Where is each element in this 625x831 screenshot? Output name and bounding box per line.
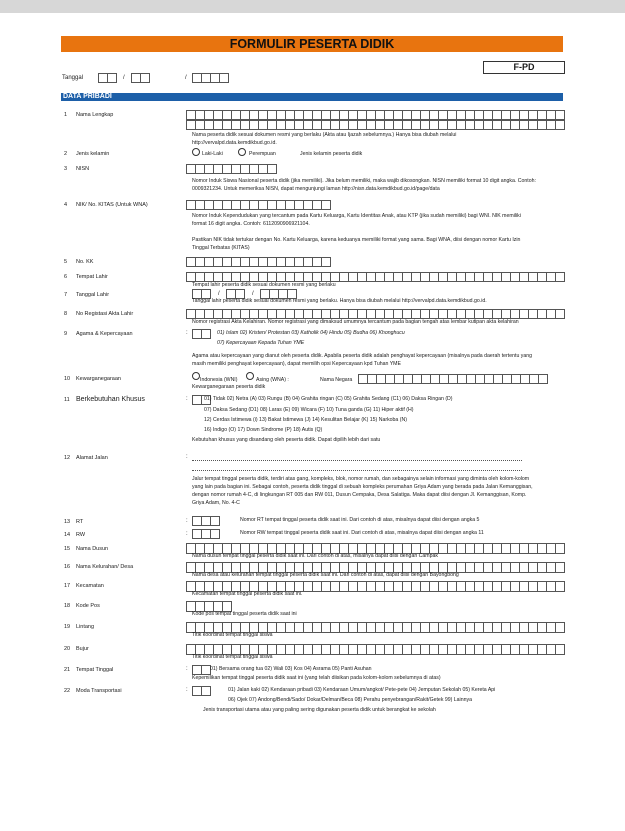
- citizen-wni-radio[interactable]: [192, 372, 200, 380]
- field-18-label: Kode Pos: [76, 603, 100, 609]
- date-day-boxes[interactable]: [98, 73, 116, 83]
- field-1-note: Nama peserta didik sesuai dokumen resmi yang berlaku (Akta atau Ijazah sebelumnya.) Hanya bisa diubah melalui http://vervalpd.data.kemdikbud.go.id.: [192, 132, 457, 146]
- field-13-label: RT: [76, 519, 84, 525]
- field-11-colon: :: [186, 396, 188, 402]
- field-22-options-2: 06) Ojek 07) Andong/Bendi/Sado/ Dokar/Delman/Beca 08) Perahu penyebrangan/Rakit/Getek 99) Lainnya: [228, 697, 472, 703]
- field-5-label: No. KK: [76, 259, 94, 265]
- field-17-number: 17: [64, 583, 71, 589]
- field-3-label: NISN: [76, 166, 90, 172]
- field-13-note: Nomor RT tempat tinggal peserta didik saat ini. Dari contoh di atas, misalnya dapat diisi dengan angka 5: [240, 517, 480, 523]
- field-3-number: 3: [64, 166, 68, 172]
- field-2-label: Jenis kelamin: [76, 151, 110, 157]
- gender-male-radio[interactable]: [192, 148, 200, 156]
- field-11-options-4: 16) Indigo (O) 17) Down Sindrome (P) 18) Autis (Q): [204, 427, 323, 433]
- citizen-wna-radio[interactable]: [246, 372, 254, 380]
- field-5-number: 5: [64, 259, 68, 265]
- field-13-colon: :: [186, 518, 188, 524]
- field-14-number: 14: [64, 532, 71, 538]
- field-20-number: 20: [64, 646, 71, 652]
- field-4-number: 4: [64, 202, 68, 208]
- field-13-number: 13: [64, 519, 71, 525]
- field-10-label: Kewarganegaraan: [76, 376, 121, 382]
- field-19-label: Lintang: [76, 624, 95, 630]
- field-16-label: Nama Kelurahan/ Desa: [76, 564, 134, 570]
- field-11-number: 11: [64, 397, 70, 403]
- field-4-boxes[interactable]: [186, 200, 330, 210]
- field-20-note: Titik koordinat tempat tinggal siswa: [192, 654, 273, 660]
- field-17-note: Kecamatan tempat tinggal peserta didik saat ini.: [192, 591, 303, 597]
- field-8-number: 8: [64, 311, 68, 317]
- field-10-note: Kewarganegaraan peserta didik: [192, 384, 266, 390]
- field-12-colon: :: [186, 454, 188, 460]
- field-1-label: Nama Lengkap: [76, 112, 114, 118]
- field-4-label: NIK/ No. KITAS (Untuk WNA): [76, 202, 148, 208]
- field-22-boxes[interactable]: [192, 686, 210, 696]
- field-13-boxes[interactable]: [192, 516, 219, 526]
- field-7-label: Tanggal Lahir: [76, 292, 110, 298]
- field-8-label: No Registasi Akta Lahir: [76, 311, 134, 317]
- field-8-note: Nomor registrasi Akta Kelahiran. Nomor registrasi yang dimaksud umumnya tercantum pada bagian tengah atas lembar kutipan akta kelahiran: [192, 319, 519, 325]
- field-6-note: Tempat lahir peserta didik sesuai dokumen resmi yang berlaku: [192, 282, 336, 288]
- field-22-colon: :: [186, 687, 188, 693]
- field-11-options-2: 07) Daksa Sedang (D1) 08) Laras (E) 09) Wicara (F) 10) Tuna ganda (G) 11) Hiper aktif (H): [204, 407, 414, 413]
- field-3-note: Nomor Induk Siswa Nasional peserta didik (jika memiliki). Jika belum memiliki, maka wajib dikosongkan. NISN memiliki format 10 digit angka. Contoh: 0009321234. Untuk memeriksa NISN, dapat mengunjungi laman http://nisn.data.kemdikbud.go.id/page/data: [192, 178, 536, 192]
- field-10-number: 10: [64, 376, 71, 382]
- field-1-boxes-row1[interactable]: [186, 110, 564, 120]
- field-14-colon: :: [186, 531, 188, 537]
- section-title: DATA PRIBADI: [63, 93, 112, 100]
- field-2-number: 2: [64, 151, 68, 157]
- field-11-options-3: 12) Cerdas Istimewa (i) 13) Bakat Istimewa (J) 14) Kesulitan Belajar (K) 15) Narkoba (N): [204, 417, 407, 423]
- field-2-note: Jenis kelamin peserta didik: [300, 151, 363, 157]
- field-3-boxes[interactable]: [186, 164, 276, 174]
- field-16-note: Nama desa atau kelurahan tempat tinggal peserta didik saat ini. Dari contoh di atas, dapat diisi dengan Bayongbong: [192, 572, 459, 578]
- field-4-note: Nomor Induk Kependudukan yang tercantum pada Kartu Keluarga, Kartu Identitas Anak, atau KTP (jika sudah memiliki) bagi WNI. NIK memiliki format 16 digit angka. Contoh: 6112090906921104.: [192, 213, 521, 227]
- field-7-sep-2: /: [252, 291, 254, 297]
- field-21-options: 01) Bersama orang tua 02) Wali 03) Kos 04) Asrama 05) Panti Asuhan: [210, 666, 372, 672]
- field-19-note: Titik koordinat tempat tinggal siswa: [192, 632, 273, 638]
- field-11-note: Kebutuhan khusus yang disandang oleh peserta didik. Dapat dipilih lebih dari satu: [192, 437, 381, 443]
- field-20-label: Bujur: [76, 646, 89, 652]
- field-11-options: 01) Tidak 02) Netra (A) 03) Rungu (B) 04) Grahita ringan (C) 05) Grahita Sedang (C1) 06) Daksa Ringan (D): [204, 396, 453, 402]
- field-21-note: Kepemilikan tempat tinggal peserta didik saat ini (yang telah diisikan pada kolom-kolom sebelumnya di atas): [192, 675, 441, 681]
- address-line-1[interactable]: [192, 460, 522, 461]
- date-sep-1: /: [123, 75, 125, 81]
- field-21-colon: :: [186, 666, 188, 672]
- section-bar: [61, 93, 563, 101]
- field-21-number: 21: [64, 667, 71, 673]
- field-15-note: Nama dusun tempat tinggal peserta didik saat ini. Dari contoh di atas, misalnya dapat diisi dengan Campak: [192, 553, 438, 559]
- date-label: Tanggal: [62, 75, 84, 81]
- field-15-label: Nama Dusun: [76, 546, 109, 552]
- citizen-wni-label: Indonesia (WNI): [200, 377, 238, 383]
- field-9-note: Agama atau kepercayaan yang dianut oleh peserta didik. Apabila peserta didik adalah penghayat kepercayaan (misalnya pada daerah tertentu yang masih memiliki penghayat kepercayaan), dapat memilih opsi Kepercayaan kpd Tuhan YME: [192, 353, 533, 367]
- date-month-boxes[interactable]: [131, 73, 149, 83]
- date-sep-2: /: [185, 75, 187, 81]
- field-7-number: 7: [64, 292, 68, 298]
- field-21-label: Tempat Tinggal: [76, 667, 114, 673]
- field-7-note: Tanggal lahir peserta didik sesuai dokumen resmi yang berlaku. Hanya bisa diubah melalui http://vervalpd.data.kemdikbud.go.id.: [192, 298, 487, 304]
- field-14-note: Nomor RW tempat tinggal peserta didik saat ini. Dari contoh di atas, misalnya dapat diisi dengan angka 11: [240, 530, 484, 536]
- field-7-sep-1: /: [218, 291, 220, 297]
- field-14-boxes[interactable]: [192, 529, 219, 539]
- field-9-colon: :: [186, 330, 188, 336]
- field-6-number: 6: [64, 274, 68, 280]
- field-9-label: Agama & Kepercayaan: [76, 331, 133, 337]
- form-code: F-PD: [483, 61, 565, 74]
- field-12-note: Jalur tempat tinggal peserta didik, terdiri atas gang, kompleks, blok, nomor rumah, dan sebagainya selain informasi yang diminta oleh kolom-kolom yang lain pada bagian ini. Sebagai contoh, peserta didik tinggal di sebuah kompleks perumahan Griya Adam yang berada pada Jalan Kemanggisan, dengan nomor rumah 4-C, di lingkungan RT 005 dan RW 011, Dusun Cempaka, Desa Salatiga. Maka dapat diisi dengan Jl. Kemanggisan, Komp. Griya Adam, No. 4-C: [192, 476, 533, 506]
- top-gray-bar: [0, 0, 625, 13]
- form-title: FORMULIR PESERTA DIDIK: [61, 36, 563, 52]
- field-22-options: 01) Jalan kaki 02) Kendaraan pribadi 03) Kendaraan Umum/angkot/ Pete-pete 04) Jemputan Sekolah 05) Kereta Api: [228, 687, 496, 693]
- field-22-label: Moda Transportasi: [76, 688, 122, 694]
- field-12-label: Alamat Jalan: [76, 455, 108, 461]
- field-22-note: Jenis transportasi utama atau yang paling sering digunakan peserta didik untuk berangkat ke sekolah: [203, 707, 436, 713]
- field-1-number: 1: [64, 112, 68, 118]
- field-6-label: Tempat Lahir: [76, 274, 108, 280]
- field-16-number: 16: [64, 564, 71, 570]
- country-name-label: Nama Negara: [320, 377, 353, 383]
- field-14-label: RW: [76, 532, 86, 538]
- gender-female-label: Perempuan: [249, 151, 276, 157]
- date-year-boxes[interactable]: [192, 73, 228, 83]
- field-11-label: Berkebutuhan Khusus: [76, 396, 145, 403]
- field-15-number: 15: [64, 546, 71, 552]
- field-9-number: 9: [64, 331, 68, 337]
- field-17-label: Kecamatan: [76, 583, 104, 589]
- gender-female-radio[interactable]: [238, 148, 246, 156]
- field-12-number: 12: [64, 455, 71, 461]
- field-9-boxes[interactable]: [192, 329, 210, 339]
- field-1-boxes-row2[interactable]: [186, 120, 564, 130]
- field-22-number: 22: [64, 688, 71, 694]
- address-line-2[interactable]: [192, 470, 522, 471]
- field-4-note-2: Pastikan NIK tidak tertukar dengan No. Kartu Keluarga, karena keduanya memiliki format yang sama. Bagi WNA, diisi dengan nomor Kartu Izin Tinggal Terbatas (KITAS): [192, 237, 521, 251]
- field-9-options-2: 07) Kepercayaan Kepada Tuhan YME: [217, 340, 305, 346]
- field-9-options: 01) Islam 02) Kristen/ Protestan 03) Katholik 04) Hindu 05) Budha 06) Khonghucu: [217, 330, 405, 336]
- citizen-wna-label: Asing (WNA) :: [256, 377, 289, 383]
- field-18-note: Kode pos tempat tinggal peserta didik saat ini: [192, 611, 297, 617]
- field-18-number: 18: [64, 603, 71, 609]
- field-5-boxes[interactable]: [186, 257, 330, 267]
- field-19-number: 19: [64, 624, 71, 630]
- gender-male-label: Laki-Laki: [202, 151, 223, 157]
